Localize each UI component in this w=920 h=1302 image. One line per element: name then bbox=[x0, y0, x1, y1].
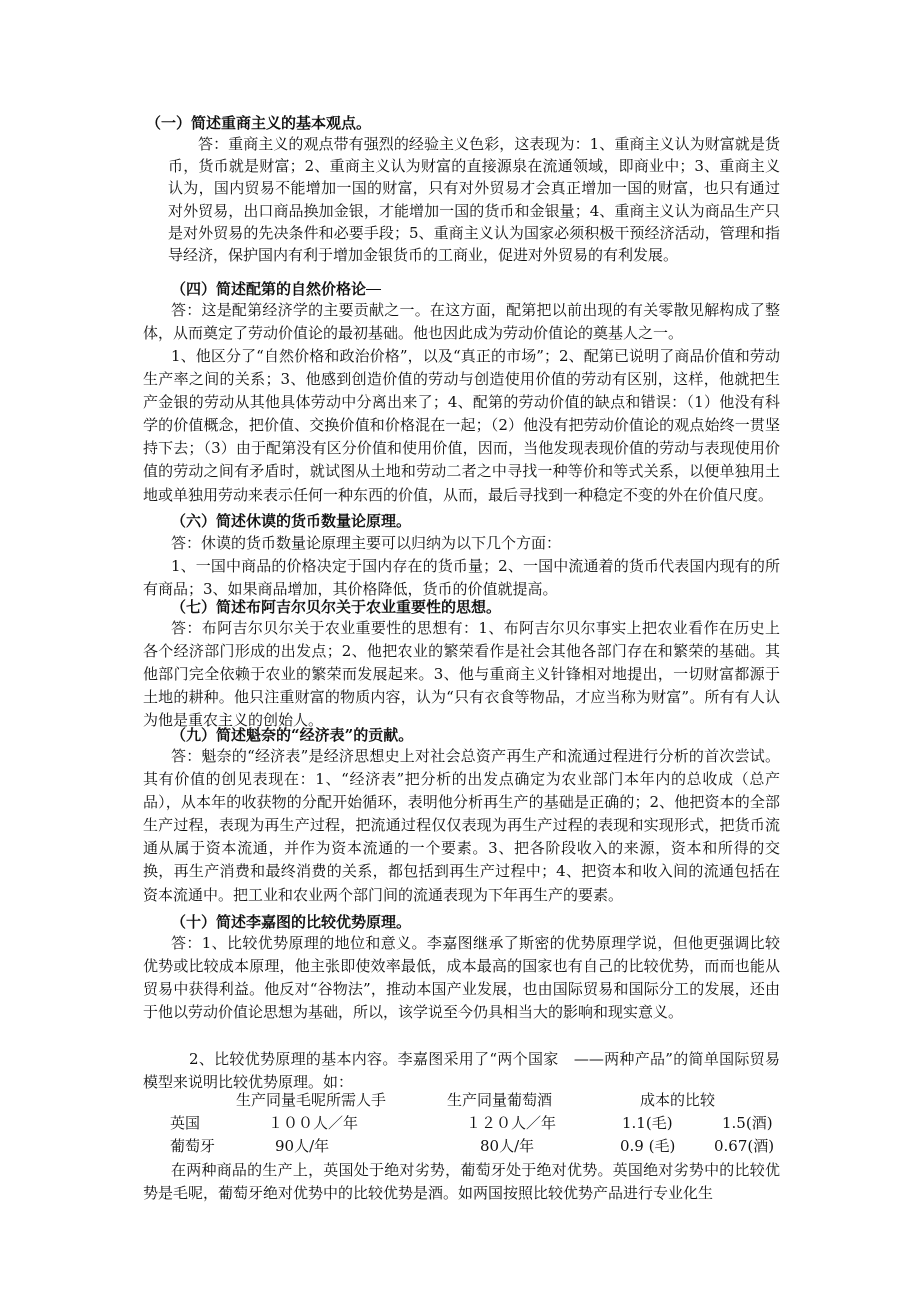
section-answer-1: 答：重商主义的观点带有强烈的经验主义色彩，这表现为：1、重商主义认为财富就是货币，货币就是财富；2、重商主义认为财富的直接源泉在流通领域，即商业中；3、重商主义认为，国内贸易不能增加一国的财富，只有对外贸易才会真正增加一国的财富，也只有通过对外贸易，出口商品换加金银，才能增加一国的货币和金银量；4、重商主义认为商品生产只是对外贸易的先决条件和必要手段；5、重商主义认为国家必须积极干预经济活动，管理和指导经济，保护国内有利于增加金银货币的工商业，促进对外贸易的有利发展。 bbox=[168, 135, 780, 265]
section-part2-10: 2、比较优势原理的基本内容。李嘉图采用了“两个国家 ——两种产品”的简单国际贸易模型来说明比较优势原理。如： bbox=[143, 1050, 780, 1092]
table-row-wine: 80人/年 bbox=[480, 1137, 535, 1155]
section-heading-4-text: （四）简述配第的自然价格论 bbox=[171, 280, 367, 298]
table-row-ratio-wine: 0.67(酒) bbox=[714, 1137, 775, 1155]
table-row-wine: １２０人／年 bbox=[466, 1114, 557, 1132]
section-heading-4 bbox=[171, 279, 381, 299]
table-row-ratio-cloth: 1.1(毛) bbox=[622, 1114, 673, 1132]
section-heading-6: （六）简述休谟的货币数量论原理。 bbox=[171, 512, 412, 530]
table-header-wine: 生产同量葡萄酒 bbox=[447, 1091, 553, 1109]
section-answer-7: 答：布阿吉尔贝尔关于农业重要性的思想有：1、布阿吉尔贝尔事实上把农业看作在历史上各个经济部门形成的出发点；2、他把农业的繁荣看作是社会其他各部门存在和繁荣的基础。其他部门完全依赖于农业的繁荣而发展起来。3、他与重商主义针锋相对地提出，一切财富都源于土地的耕种。他只注重财富的物质内容，认为“只有衣食等物品，才应当称为财富”。所有有人认为他是重农主义的创始人。 bbox=[143, 619, 780, 730]
table-header-cost: 成本的比较 bbox=[640, 1091, 716, 1109]
section-conclusion-10: 在两种商品的生产上，英国处于绝对劣势，葡萄牙处于绝对优势。英国绝对劣势中的比较优势是毛呢，葡萄牙绝对优势中的比较优势是酒。如两国按照比较优势产品进行专业化生 bbox=[143, 1161, 780, 1203]
section-heading-10: （十）简述李嘉图的比较优势原理。 bbox=[171, 913, 412, 931]
section-answer-9: 答：魁奈的“经济表”是经济思想史上对社会总资产再生产和流通过程进行分析的首次尝试。其有价值的创见表现在：1、“经济表”把分析的出发点确定为农业部门本年内的总收成（总产品），从本年的收获物的分配开始循环，表明他分析再生产的基础是正确的；2、他把资本的全部生产过程，表现为再生产过程，把流通过程仅仅表现为再生产过程的表现和实现形式，把货币流通从属于资本流通，并作为资本流通的一个要素。3、把各阶段收入的来源，资本和所得的交换，再生产消费和最终消费的关系，都包括到再生产过程中；4、把资本和收入间的流通包括在资本流通中。把工业和农业两个部门间的流通表现为下年再生产的要素。 bbox=[143, 747, 780, 904]
table-row-country: 葡萄牙 bbox=[170, 1137, 216, 1155]
table-row-cloth: １００人／年 bbox=[268, 1114, 359, 1132]
table-row-ratio-cloth: 0.9 (毛) bbox=[620, 1137, 676, 1155]
section-answer-10: 答：1、比较优势原理的地位和意义。李嘉图继承了斯密的优势原理学说，但他更强调比较优势或比较成本原理，他主张即使效率最低，成本最高的国家也有自己的比较优势，而而也能从贸易中获得利益。他反对“谷物法”，推动本国产业发展，也由国际贸易和国际分工的发展，还由于他以劳动价值论思想为基础，所以，该学说至今仍具相当大的影响和现实意义。 bbox=[143, 934, 780, 1022]
table-row-country: 英国 bbox=[170, 1114, 201, 1132]
table-row-ratio-wine: 1.5(酒) bbox=[722, 1114, 773, 1132]
section-answer-4: 答：这是配第经济学的主要贡献之一。在这方面，配第把以前出现的有关零散见解构成了整体，从而奠定了劳动价值论的最初基础。他也因此成为劳动价值论的奠基人之一。 bbox=[143, 301, 780, 343]
section-heading-7: （七）简述布阿吉尔贝尔关于农业重要性的思想。 bbox=[171, 598, 502, 616]
section-heading-9: （九）简述魁奈的“经济表”的贡献。 bbox=[171, 726, 414, 744]
table-row-cloth: 90人/年 bbox=[275, 1137, 330, 1155]
section-heading-1: （一）简述重商主义的基本观点。 bbox=[146, 114, 372, 132]
heading-strike-mark bbox=[366, 280, 381, 298]
table-header-cloth: 生产同量毛呢所需人手 bbox=[236, 1091, 387, 1109]
section-body-4: 1、他区分了“自然价格和政治价格”，以及“真正的市场”；2、配第已说明了商品价值和劳动生产率之间的关系；3、他感到创造价值的劳动与创造使用价值的劳动有区别，这样，他就把生产金银的劳动从其他具体劳动中分离出来了；4、配第的劳动价值的缺点和错误：（1）他没有科学的价值概念，把价值、交换价值和价格混在一起；（2）他没有把劳动价值论的观点始终一贯坚持下去；（3）由于配第没有区分价值和使用价值，因而，当他发现表现价值的劳动与表现使用价值的劳动之间有矛盾时，就试图从土地和劳动二者之中寻找一种等价和等式关系，以便单独用土地或单独用劳动来表示任何一种东西的价值，从而，最后寻找到一种稳定不变的外在价值尺度。 bbox=[143, 347, 780, 504]
section-answer-6: 答：休谟的货币数量论原理主要可以归纳为以下几个方面： bbox=[171, 534, 562, 552]
section-body-6: 1、一国中商品的价格决定于国内存在的货币量；2、一国中流通着的货币代表国内现有的所有商品；3、如果商品增加，其价格降低，货币的价值就提高。 bbox=[143, 557, 780, 599]
